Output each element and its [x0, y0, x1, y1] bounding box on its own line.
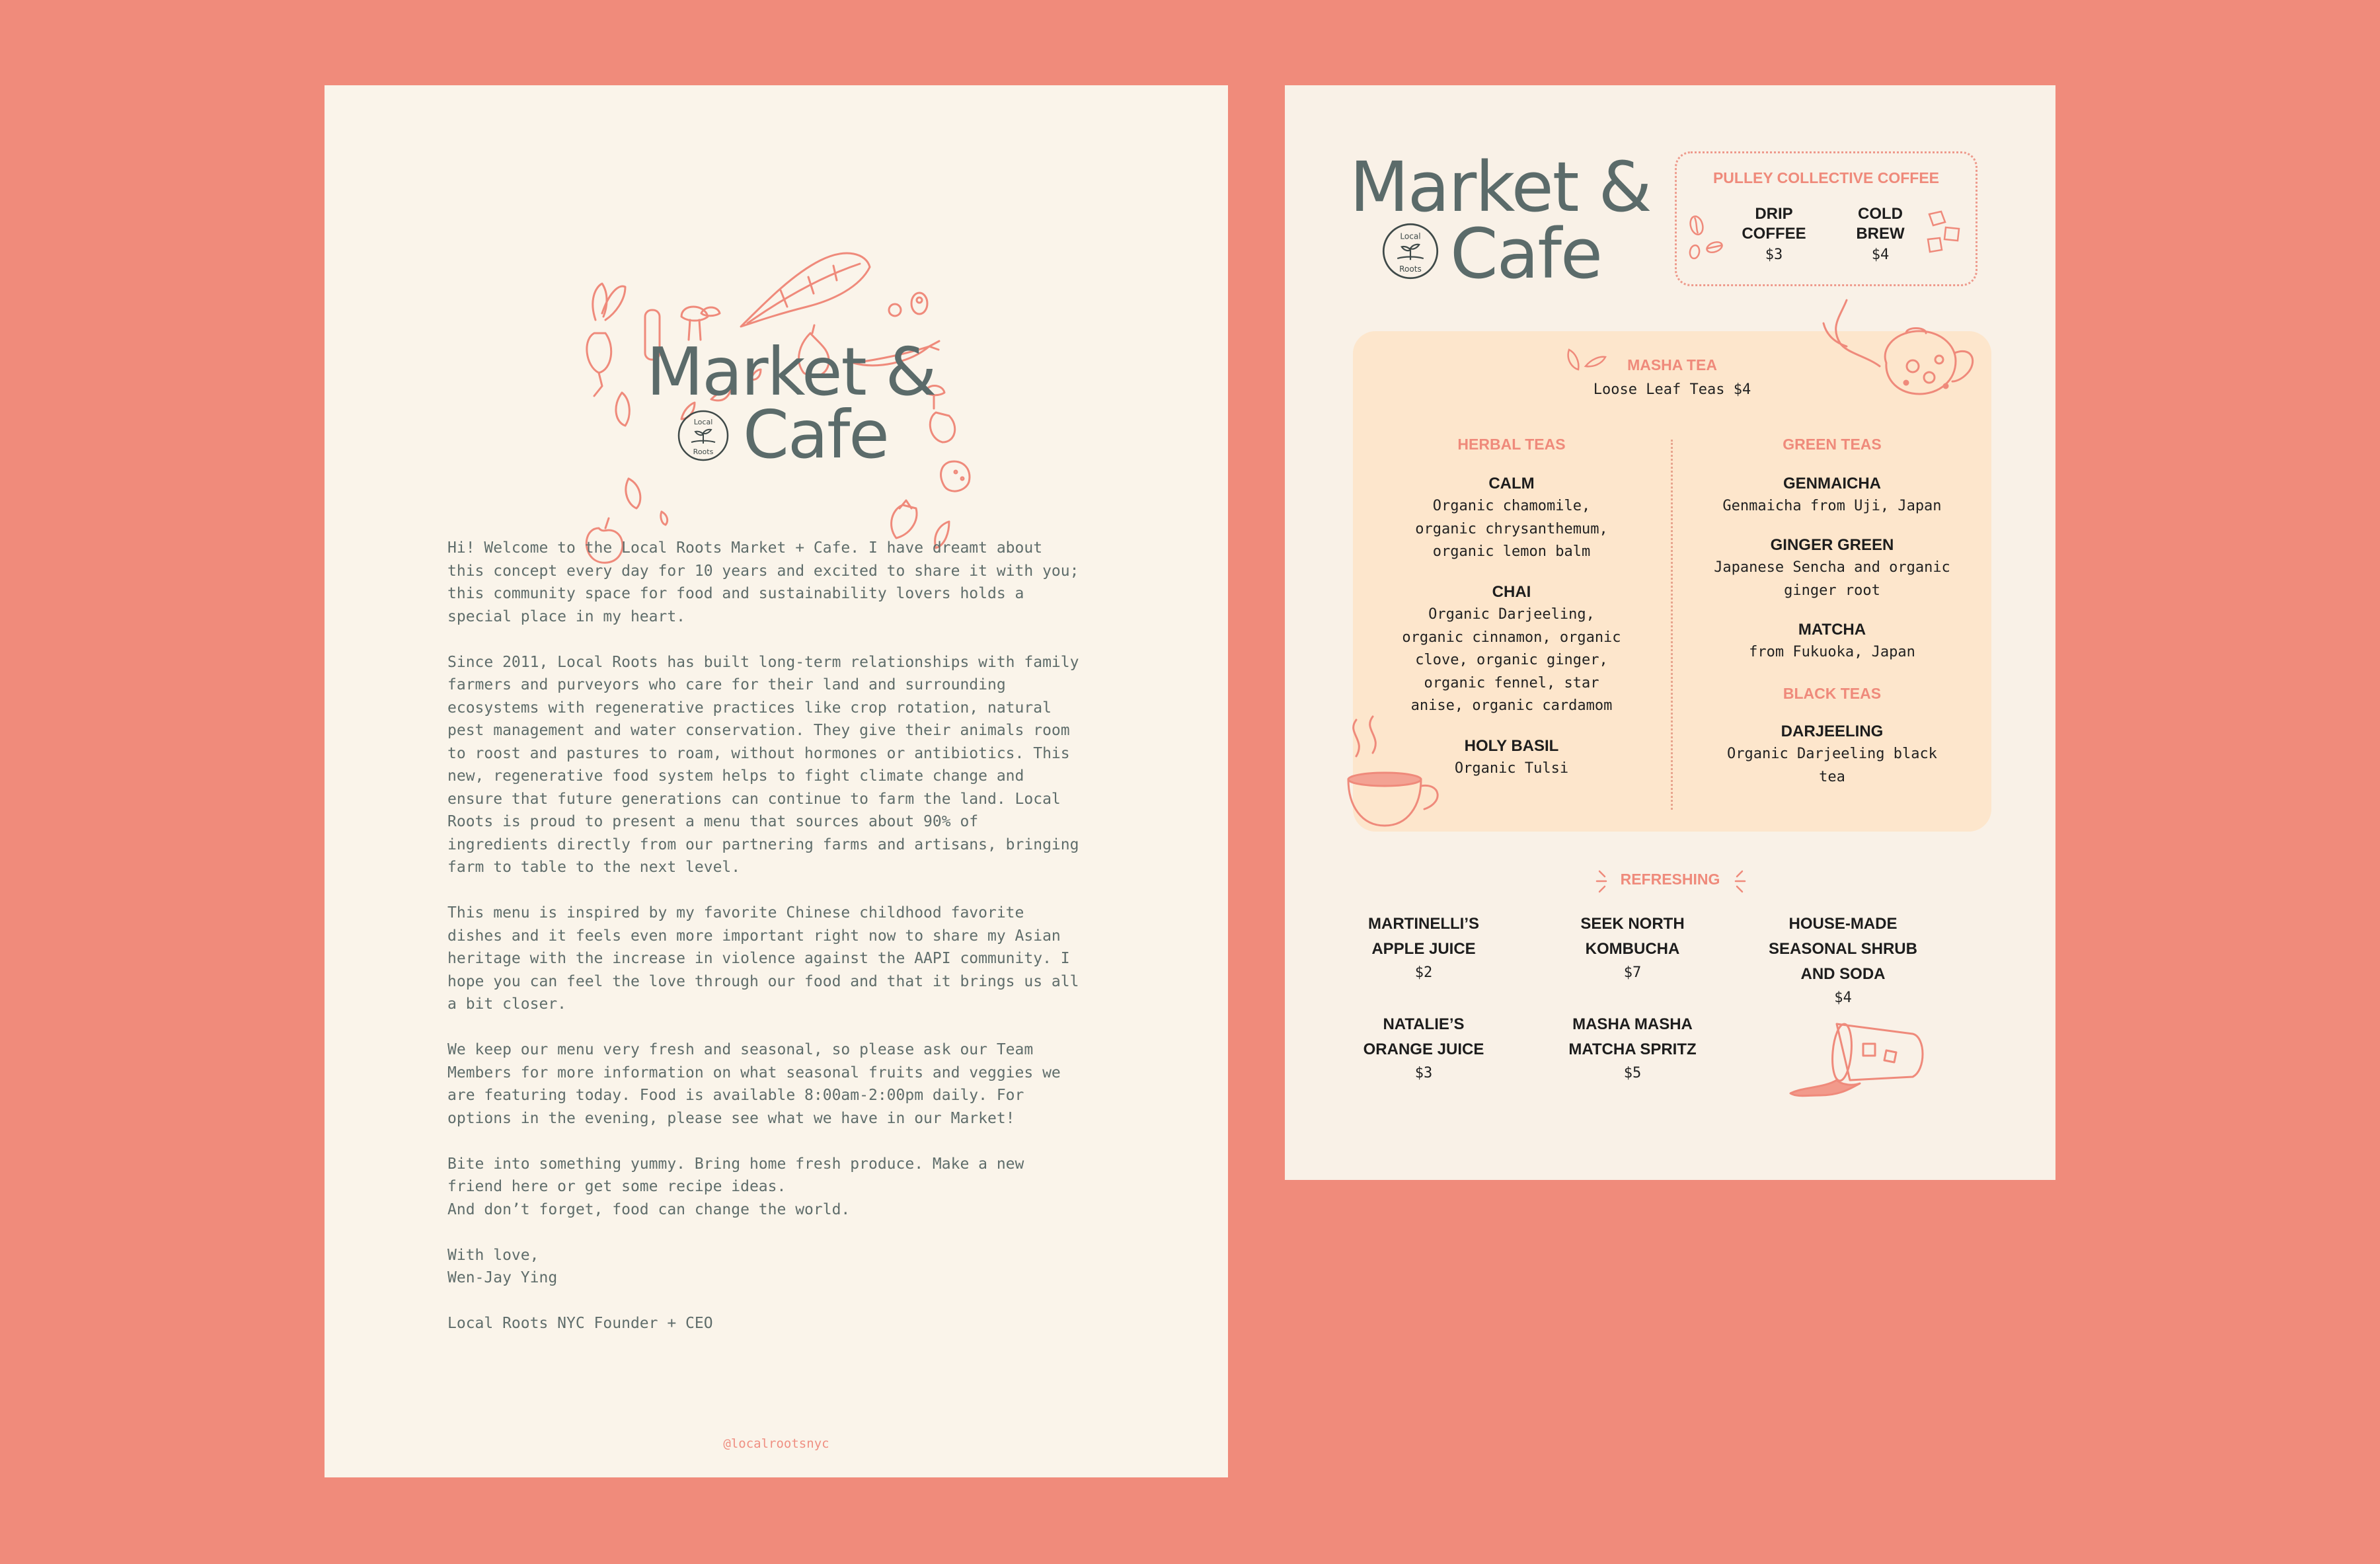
letter-signature-title: Local Roots NYC Founder + CEO: [447, 1315, 713, 1332]
svg-text:Local: Local: [693, 418, 713, 426]
masha-tea-title: MASHA TEA: [1627, 356, 1717, 373]
coffee-item-price: $3: [1765, 247, 1783, 263]
letter-paragraph-1: Hi! Welcome to the Local Roots Market + Cafe. I have dreamt about this concept every day for 10 years and excited to share it with you; this community space for food and sustainability lovers holds a special place in my heart.: [447, 539, 1079, 625]
logo-cafe-text: Cafe: [1450, 214, 1601, 294]
local-roots-badge-logo: [1381, 222, 1440, 280]
teapot-illustration: [1814, 297, 1979, 412]
menu-item-name: GINGER GREEN: [1770, 536, 1894, 554]
menu-item-name: NATALIE’S ORANGE JUICE: [1363, 1015, 1484, 1058]
tea-leaves-icon: [1562, 343, 1609, 376]
menu-item-price: $4: [1834, 990, 1852, 1006]
menu-item-description: Organic Darjeeling black tea: [1727, 746, 1937, 785]
svg-text:Roots: Roots: [693, 448, 714, 456]
coffee-item-name: COLD BREW: [1856, 205, 1905, 243]
menu-item-description: Organic Tulsi: [1454, 760, 1569, 777]
menu-item-name: SEEK NORTH KOMBUCHA: [1580, 915, 1685, 958]
herbal-teas-title: HERBAL TEAS: [1457, 436, 1566, 453]
drinks-menu-page: [1285, 85, 2055, 1180]
coffee-item-price: $4: [1871, 247, 1890, 263]
black-teas-title: BLACK TEAS: [1783, 685, 1882, 702]
masha-tea-subtitle: Loose Leaf Teas $4: [1593, 381, 1751, 398]
letter-paragraph-4: We keep our menu very fresh and seasonal, so please ask our Team Members for more information on what seasonal fruits and veggies we are featuring today. Food is available 8:00am-2:00pm daily. For options in the evening, please see what we have in our Market!: [447, 1041, 1061, 1127]
menu-item-name: CHAI: [1492, 583, 1531, 601]
sparkle-left-icon: [1594, 868, 1614, 894]
logo-market-text: Market &: [646, 333, 936, 411]
menu-item-name: GENMAICHA: [1783, 475, 1881, 492]
letter-paragraph-5: Bite into something yummy. Bring home fresh produce. Make a new friend here or get some recipe ideas. And don’t forget, food can change the world.: [447, 1155, 1024, 1218]
coffee-item-name: DRIP COFFEE: [1742, 205, 1806, 243]
menu-item-name: HOUSE-MADE SEASONAL SHRUB AND SODA: [1769, 915, 1917, 983]
welcome-letter-page: [325, 85, 1228, 1477]
menu-item-name: CALM: [1488, 475, 1535, 492]
logo-cafe-text: Cafe: [743, 396, 888, 473]
menu-item-price: $2: [1414, 964, 1433, 981]
menu-item-name: MARTINELLI’S APPLE JUICE: [1368, 915, 1479, 958]
menu-item-description: Japanese Sencha and organic ginger root: [1714, 559, 1950, 599]
svg-text:Roots: Roots: [1399, 264, 1422, 274]
teacup-illustration: [1336, 713, 1442, 836]
svg-text:Local: Local: [1400, 231, 1421, 241]
letter-paragraph-3: This menu is inspired by my favorite Chinese childhood favorite dishes and it feels even more important right now to share my Asian heritage with the increase in violence against the AAPI community. I hope you can feel the love through our food and that it brings us all a bit closer.: [447, 904, 1079, 1013]
menu-item-description: Organic Darjeeling, organic cinnamon, organic clove, organic ginger, organic fennel, star anise, organic cardamom: [1402, 606, 1621, 714]
social-handle[interactable]: @localrootsnyc: [723, 1436, 829, 1451]
refreshing-title: REFRESHING: [1620, 871, 1720, 888]
menu-item-name: DARJEELING: [1781, 723, 1884, 740]
local-roots-badge-logo: [677, 409, 730, 462]
tea-column-divider: [1671, 440, 1673, 810]
letter-body: [447, 537, 1122, 1358]
letter-signature: With love, Wen-Jay Ying: [447, 1246, 558, 1286]
coffee-beans-icon: [1685, 211, 1731, 264]
menu-item-name: MASHA MASHA MATCHA SPRITZ: [1568, 1015, 1697, 1058]
spilled-glass-illustration: [1784, 1014, 1942, 1100]
menu-item-price: $7: [1623, 964, 1642, 981]
green-teas-title: GREEN TEAS: [1783, 436, 1882, 453]
menu-item-description: Genmaicha from Uji, Japan: [1722, 498, 1942, 514]
letter-paragraph-2: Since 2011, Local Roots has built long-term relationships with family farmers and purveyors who care for their land and surrounding ecosystems with regenerative practices like crop rotation, natural pest management and water conservation. They give their animals room to roost and pastures to roam, without hormones or antibiotics. This new, regenerative food system helps to fight climate change and ensure that future generations can continue to farm the land. Local Roots is proud to present a menu that sources about 90% of ingredients directly from our partnering farms and artisans, bringing farm to table to the next level.: [447, 653, 1079, 876]
logo-market-text: Market &: [1350, 147, 1651, 227]
menu-item-price: $3: [1414, 1065, 1433, 1081]
ice-cubes-icon: [1923, 208, 1969, 264]
sparkle-right-icon: [1728, 868, 1747, 894]
coffee-section-title: PULLEY COLLECTIVE COFFEE: [1712, 169, 1940, 186]
menu-item-name: HOLY BASIL: [1464, 737, 1559, 755]
menu-item-price: $5: [1623, 1065, 1642, 1081]
menu-item-description: Organic chamomile, organic chrysanthemum, organic lemon balm: [1415, 498, 1608, 560]
menu-item-name: MATCHA: [1798, 621, 1866, 639]
menu-item-description: from Fukuoka, Japan: [1749, 644, 1915, 660]
